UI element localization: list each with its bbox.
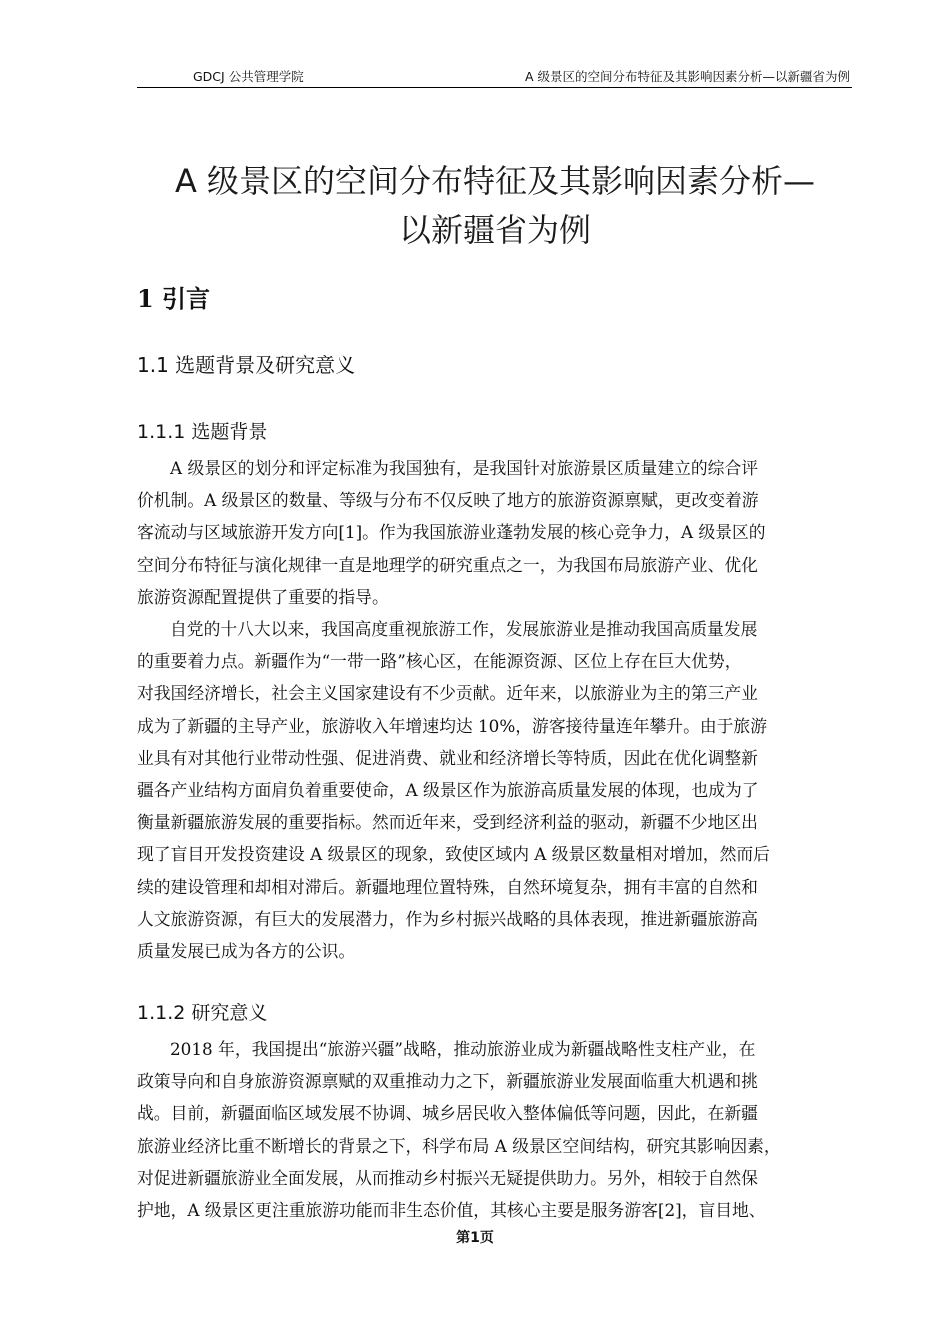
paragraph-significance-1 [137,1033,853,1226]
text-line: 质量发展已成为各方的公识。 [137,940,356,961]
text-line: 人文旅游资源，有巨大的发展潜力，作为乡村振兴战略的具体表现，推进新疆旅游高 [137,908,758,929]
text-line: 业具有对其他行业带动性强、促进消费、就业和经济增长等特质，因此在优化调整新 [137,747,758,768]
text-line: 疆各产业结构方面肩负着重要使命，A 级景区作为旅游高质量发展的体现，也成为了 [137,779,759,800]
text-line: A 级景区的划分和评定标准为我国独有，是我国针对旅游景区质量建立的综合评 [170,458,759,478]
text-line: 空间分布特征与演化规律一直是地理学的研究重点之一，为我国布局旅游产业、优化 [137,554,758,575]
paragraph-background-1 [137,452,853,613]
text-line: 2018 年，我国提出“旅游兴疆”战略，推动旅游业成为新疆战略性支柱产业，在 [170,1039,756,1059]
section-heading-1-1: 1.1 选题背景及研究意义 [137,353,356,377]
text-line: 旅游资源配置提供了重要的指导。 [137,586,389,607]
paragraph-background-2 [137,613,853,967]
text-line: 的重要着力点。新疆作为“一带一路”核心区，在能源资源、区位上存在巨大优势， [137,651,742,672]
text-line: 战。目前，新疆面临区域发展不协调、城乡居民收入整体偏低等问题，因此，在新疆 [137,1103,758,1124]
header-paper-title: A 级景区的空间分布特征及其影响因素分析—以新疆省为例 [524,69,850,84]
text-line: 护地，A 级景区更注重旅游功能而非生态价值，其核心主要是服务游客[2]，盲目地、 [137,1199,766,1220]
text-line: 现了盲目开发投资建设 A 级景区的现象，致使区域内 A 级景区数量相对增加，然而后 [137,844,770,865]
section-heading-1-1-1: 1.1.1 选题背景 [137,421,268,443]
text-line: 自党的十八大以来，我国高度重视旅游工作，发展旅游业是推动我国高质量发展 [170,619,758,639]
paper-title-line1: A 级景区的空间分布特征及其影响因素分析— [174,162,816,200]
running-header [137,68,852,88]
section-heading-1-1-2: 1.1.2 研究意义 [137,1002,268,1024]
text-line: 客流动与区域旅游开发方向[1]。作为我国旅游业蓬勃发展的核心竞争力，A 级景区的 [137,522,766,543]
text-line: 对我国经济增长，社会主义国家建设有不少贡献。近年来，以旅游业为主的第三产业 [137,683,758,704]
text-line: 续的建设管理和却相对滞后。新疆地理位置特殊，自然环境复杂，拥有丰富的自然和 [137,876,758,897]
text-line: 旅游业经济比重不断增长的背景之下，科学布局 A 级景区空间结构，研究其影响因素， [137,1135,781,1156]
text-line: 价机制。A 级景区的数量、等级与分布不仅反映了地方的旅游资源禀赋，更改变着游 [137,490,759,511]
text-line: 政策导向和自身旅游资源禀赋的双重推动力之下，新疆旅游业发展面临重大机遇和挑 [137,1071,758,1092]
paper-title-line2: 以新疆省为例 [398,211,591,249]
text-line: 成为了新疆的主导产业，旅游收入年增速均达 10%，游客接待量连年攀升。由于旅游 [137,715,767,736]
text-line: 对促进新疆旅游业全面发展，从而推动乡村振兴无疑提供助力。另外，相较于自然保 [137,1167,758,1188]
page-number: 第1页 [456,1230,494,1246]
text-line: 衡量新疆旅游发展的重要指标。然而近年来，受到经济利益的驱动，新疆不少地区出 [137,812,758,833]
header-institution: GDCJ 公共管理学院 [193,69,304,84]
section-heading-1: 1 引言 [137,284,211,313]
